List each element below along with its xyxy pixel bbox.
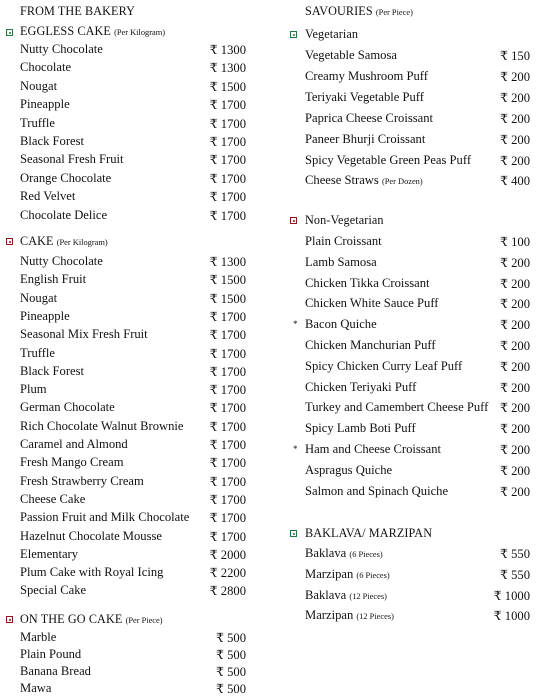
menu-item-name bbox=[20, 681, 51, 696]
menu-item-label: Marzipan bbox=[305, 608, 354, 623]
subsection-title-non-vegetarian: Non-Vegetarian bbox=[305, 213, 384, 227]
menu-item-name bbox=[20, 565, 163, 580]
cake-title: CAKE bbox=[20, 234, 54, 248]
menu-item-name bbox=[305, 234, 382, 249]
menu-item-label: Ham and Cheese Croissant bbox=[305, 442, 442, 456]
menu-item-name bbox=[305, 317, 377, 332]
menu-item-price: ₹ 200 bbox=[499, 359, 530, 374]
menu-item-name bbox=[20, 272, 86, 287]
menu-item-label: Red Velvet bbox=[20, 189, 76, 204]
menu-item-label: Vegetable Samosa bbox=[305, 48, 397, 62]
menu-item-price: ₹ 200 bbox=[499, 90, 530, 105]
menu-item-label: Chicken White Sauce Puff bbox=[305, 296, 439, 311]
section-title-cake bbox=[20, 234, 108, 249]
menu-item-price: ₹ 200 bbox=[499, 463, 530, 478]
nonveg-marker-icon bbox=[6, 238, 13, 245]
menu-item-label: Banana Bread bbox=[20, 664, 91, 678]
section-title-eggless-cake bbox=[20, 24, 165, 39]
menu-item-name bbox=[305, 484, 448, 499]
menu-item-label: Cheese Cake bbox=[20, 491, 86, 506]
menu-item-label: Truffle bbox=[20, 345, 55, 360]
menu-item-label: Plain Croissant bbox=[305, 234, 382, 248]
menu-item-price: ₹ 1700 bbox=[209, 98, 246, 113]
menu-item-label: Chicken Teriyaki Puff bbox=[305, 379, 417, 394]
menu-item-label: Paprica Cheese Croissant bbox=[305, 110, 434, 125]
menu-item-note: (6 Pieces) bbox=[356, 570, 390, 580]
menu-item-label: Bacon Quiche bbox=[305, 317, 377, 332]
section-title-on-the-go-cake bbox=[20, 612, 163, 627]
menu-item-name bbox=[20, 364, 84, 379]
savouries-title: SAVOURIES bbox=[305, 4, 373, 18]
menu-item-name bbox=[20, 437, 128, 452]
menu-item-name bbox=[20, 400, 115, 415]
nonveg-marker-icon bbox=[6, 616, 13, 623]
menu-item-label: Caramel and Almond bbox=[20, 437, 128, 451]
menu-item-name bbox=[20, 60, 71, 75]
menu-item-price: ₹ 1700 bbox=[209, 364, 246, 379]
menu-item-label: Creamy Mushroom Puff bbox=[305, 68, 428, 83]
menu-item-price: ₹ 1000 bbox=[493, 609, 530, 624]
menu-item-price: ₹ 1700 bbox=[209, 190, 246, 205]
menu-item-price: ₹ 1700 bbox=[209, 529, 246, 544]
menu-item-price: ₹ 200 bbox=[499, 132, 530, 147]
menu-item-name bbox=[20, 171, 111, 186]
veg-marker-icon bbox=[290, 530, 297, 537]
menu-item-name bbox=[20, 492, 85, 507]
menu-item-label: Turkey and Camembert Cheese Puff bbox=[305, 400, 489, 415]
menu-item-price: ₹ 500 bbox=[215, 648, 246, 662]
menu-item-label: Marble bbox=[20, 630, 57, 644]
menu-item-price: ₹ 150 bbox=[499, 49, 530, 63]
menu-item-label: Pineapple bbox=[20, 97, 70, 112]
menu-item-name bbox=[305, 567, 390, 582]
menu-item-price: ₹ 1700 bbox=[209, 511, 246, 526]
menu-item-name bbox=[20, 647, 81, 662]
section-title-bakery: FROM THE BAKERY bbox=[20, 4, 136, 18]
menu-item-price: ₹ 1700 bbox=[209, 309, 246, 324]
menu-item-name bbox=[20, 419, 184, 434]
menu-item-price: ₹ 1700 bbox=[209, 456, 246, 471]
menu-item-price: ₹ 200 bbox=[499, 443, 530, 457]
menu-item-price: ₹ 1700 bbox=[209, 116, 246, 131]
menu-item-price: ₹ 1700 bbox=[209, 438, 246, 452]
on-the-go-note: (Per Piece) bbox=[125, 616, 163, 625]
section-title-baklava-marzipan: BAKLAVA/ MARZIPAN bbox=[305, 526, 433, 540]
menu-item-label: Pineapple bbox=[20, 308, 70, 323]
menu-item-label: Aspragus Quiche bbox=[305, 462, 393, 477]
menu-item-label: Black Forest bbox=[20, 134, 85, 148]
menu-item-name bbox=[20, 510, 189, 525]
savouries-note: (Per Piece) bbox=[375, 8, 413, 17]
menu-item-price: ₹ 1700 bbox=[209, 153, 246, 168]
menu-item-name bbox=[20, 455, 124, 470]
menu-item-name bbox=[20, 254, 103, 269]
menu-item-price: ₹ 200 bbox=[499, 255, 530, 270]
menu-item-price: ₹ 200 bbox=[499, 318, 530, 333]
menu-item-price: ₹ 1700 bbox=[209, 208, 246, 223]
subsection-title-vegetarian: Vegetarian bbox=[305, 27, 359, 41]
menu-item-price: ₹ 1700 bbox=[209, 328, 246, 343]
menu-item-price: ₹ 500 bbox=[215, 631, 246, 645]
menu-item-price: ₹ 2000 bbox=[209, 547, 246, 562]
menu-item-label: Fresh Mango Cream bbox=[20, 455, 124, 470]
menu-item-label: Elementary bbox=[20, 546, 79, 561]
menu-item-label: Spicy Lamb Boti Puff bbox=[305, 421, 416, 436]
menu-item-label: Rich Chocolate Walnut Brownie bbox=[20, 418, 184, 433]
eggless-cake-note: (Per Kilogram) bbox=[114, 28, 166, 37]
menu-item-label: Orange Chocolate bbox=[20, 170, 112, 185]
menu-item-name bbox=[20, 346, 55, 361]
menu-item-price: ₹ 1700 bbox=[209, 401, 246, 416]
menu-item-price: ₹ 200 bbox=[499, 380, 530, 395]
menu-item-name bbox=[20, 208, 107, 223]
menu-item-price: ₹ 200 bbox=[499, 276, 530, 291]
menu-item-name bbox=[20, 327, 148, 342]
menu-item-price: ₹ 1300 bbox=[209, 61, 246, 76]
menu-item-name bbox=[20, 309, 70, 324]
menu-item-price: ₹ 500 bbox=[215, 665, 246, 679]
menu-item-label: Cheese Straws bbox=[305, 173, 379, 188]
menu-item-price: ₹ 1500 bbox=[209, 291, 246, 306]
menu-item-label: Nutty Chocolate bbox=[20, 42, 103, 56]
menu-item-label: Marzipan bbox=[305, 566, 354, 581]
menu-item-note: (6 Pieces) bbox=[349, 550, 383, 559]
menu-item-name bbox=[305, 463, 392, 478]
menu-item-name bbox=[20, 79, 57, 94]
menu-item-name bbox=[305, 546, 383, 561]
menu-item-price: ₹ 2800 bbox=[209, 584, 246, 599]
menu-item-price: ₹ 200 bbox=[499, 339, 530, 353]
menu-item-price: ₹ 2200 bbox=[209, 566, 246, 581]
menu-item-name bbox=[20, 547, 78, 562]
menu-item-price: ₹ 1300 bbox=[209, 43, 246, 57]
menu-item-label: Spicy Vegetable Green Peas Puff bbox=[305, 152, 472, 167]
menu-item-label: Spicy Chicken Curry Leaf Puff bbox=[305, 358, 463, 373]
menu-item-price: ₹ 500 bbox=[215, 682, 246, 696]
eggless-cake-title: EGGLESS CAKE bbox=[20, 24, 111, 38]
veg-marker-icon bbox=[6, 29, 13, 36]
menu-item-label: Passion Fruit and Milk Chocolate bbox=[20, 510, 190, 525]
menu-item-label: Truffle bbox=[20, 115, 55, 130]
menu-item-label: Nutty Chocolate bbox=[20, 254, 103, 268]
menu-item-name bbox=[20, 152, 124, 167]
menu-item-price: ₹ 1300 bbox=[209, 255, 246, 269]
menu-item-name bbox=[305, 255, 377, 270]
menu-item-price: ₹ 200 bbox=[499, 484, 530, 499]
menu-item-name bbox=[20, 116, 55, 131]
menu-item-price: ₹ 200 bbox=[499, 153, 530, 168]
menu-item-name bbox=[305, 608, 394, 623]
menu-item-label: Nougat bbox=[20, 78, 58, 93]
menu-item-price: ₹ 1000 bbox=[493, 588, 530, 603]
menu-item-label: German Chocolate bbox=[20, 400, 115, 415]
menu-item-name bbox=[20, 664, 91, 679]
item-star-marker: * bbox=[293, 444, 298, 454]
menu-item-name bbox=[20, 382, 47, 397]
menu-item-label: Teriyaki Vegetable Puff bbox=[305, 89, 424, 104]
menu-item-name bbox=[20, 291, 57, 306]
menu-item-label: Seasonal Mix Fresh Fruit bbox=[20, 327, 148, 342]
menu-item-label: Plain Pound bbox=[20, 647, 82, 661]
menu-item-price: ₹ 200 bbox=[499, 69, 530, 84]
veg-marker-icon bbox=[290, 31, 297, 38]
item-star-marker: * bbox=[293, 319, 298, 330]
menu-item-price: ₹ 200 bbox=[499, 297, 530, 312]
menu-item-name bbox=[305, 132, 425, 147]
menu-item-name bbox=[305, 359, 462, 374]
menu-item-name bbox=[20, 474, 144, 489]
menu-item-name bbox=[305, 380, 416, 395]
menu-item-name bbox=[305, 111, 433, 126]
menu-item-label: Black Forest bbox=[20, 363, 85, 378]
menu-item-name bbox=[305, 90, 424, 105]
menu-item-price: ₹ 1700 bbox=[209, 346, 246, 361]
menu-item-label: Mawa bbox=[20, 681, 52, 695]
menu-item-name bbox=[20, 97, 70, 112]
menu-item-price: ₹ 1700 bbox=[209, 492, 246, 507]
menu-item-label: English Fruit bbox=[20, 272, 87, 287]
menu-item-price: ₹ 1700 bbox=[209, 135, 246, 149]
menu-item-price: ₹ 550 bbox=[499, 567, 530, 582]
menu-item-name bbox=[305, 276, 430, 291]
menu-item-price: ₹ 100 bbox=[499, 235, 530, 249]
menu-item-price: ₹ 550 bbox=[499, 547, 530, 561]
menu-item-label: Chocolate Delice bbox=[20, 207, 108, 222]
menu-item-name bbox=[20, 42, 103, 57]
menu-item-name bbox=[305, 442, 441, 457]
menu-item-note: (12 Pieces) bbox=[349, 591, 387, 601]
menu-item-label: Chocolate bbox=[20, 60, 72, 75]
menu-item-name bbox=[305, 173, 423, 188]
menu-item-name bbox=[305, 421, 416, 436]
nonveg-marker-icon bbox=[290, 217, 297, 224]
menu-item-note: (12 Pieces) bbox=[356, 612, 394, 622]
menu-item-label: Fresh Strawberry Cream bbox=[20, 473, 144, 488]
menu-item-label: Plum Cake with Royal Icing bbox=[20, 565, 164, 580]
menu-item-name bbox=[305, 400, 488, 415]
menu-item-price: ₹ 1700 bbox=[209, 383, 246, 398]
menu-item-label: Chicken Manchurian Puff bbox=[305, 338, 436, 352]
menu-item-price: ₹ 1700 bbox=[209, 474, 246, 489]
menu-item-label: Seasonal Fresh Fruit bbox=[20, 152, 124, 167]
menu-item-name bbox=[305, 296, 439, 311]
menu-item-name bbox=[20, 189, 75, 204]
menu-item-label: Plum bbox=[20, 382, 47, 397]
menu-item-price: ₹ 400 bbox=[499, 174, 530, 189]
menu-item-label: Paneer Bhurji Croissant bbox=[305, 131, 426, 146]
menu-item-label: Lamb Samosa bbox=[305, 254, 377, 269]
menu-item-name bbox=[305, 48, 397, 63]
menu-item-name bbox=[20, 134, 84, 149]
menu-item-label: Salmon and Spinach Quiche bbox=[305, 483, 449, 498]
menu-item-label: Hazelnut Chocolate Mousse bbox=[20, 528, 162, 543]
menu-item-name bbox=[305, 69, 428, 84]
menu-item-label: Nougat bbox=[20, 290, 58, 305]
menu-item-price: ₹ 1700 bbox=[209, 419, 246, 434]
menu-item-price: ₹ 1500 bbox=[209, 273, 246, 288]
menu-item-label: Baklava bbox=[305, 546, 347, 560]
menu-item-name bbox=[305, 338, 436, 353]
menu-item-name bbox=[20, 529, 162, 544]
menu-item-price: ₹ 200 bbox=[499, 422, 530, 437]
menu-item-label: Baklava bbox=[305, 587, 347, 602]
cake-note: (Per Kilogram) bbox=[56, 238, 108, 247]
menu-item-name bbox=[20, 583, 86, 598]
menu-item-name bbox=[305, 588, 387, 603]
menu-item-price: ₹ 1700 bbox=[209, 171, 246, 186]
menu-item-label: Special Cake bbox=[20, 583, 87, 598]
menu-item-name bbox=[20, 630, 56, 645]
menu-item-price: ₹ 1500 bbox=[209, 79, 246, 94]
menu-item-price: ₹ 200 bbox=[499, 111, 530, 126]
section-title-savouries bbox=[305, 4, 413, 19]
menu-item-label: Chicken Tikka Croissant bbox=[305, 275, 430, 290]
menu-item-note: (Per Dozen) bbox=[381, 177, 423, 187]
menu-item-price: ₹ 200 bbox=[499, 401, 530, 416]
on-the-go-title: ON THE GO CAKE bbox=[20, 612, 123, 626]
menu-item-name bbox=[305, 153, 471, 168]
